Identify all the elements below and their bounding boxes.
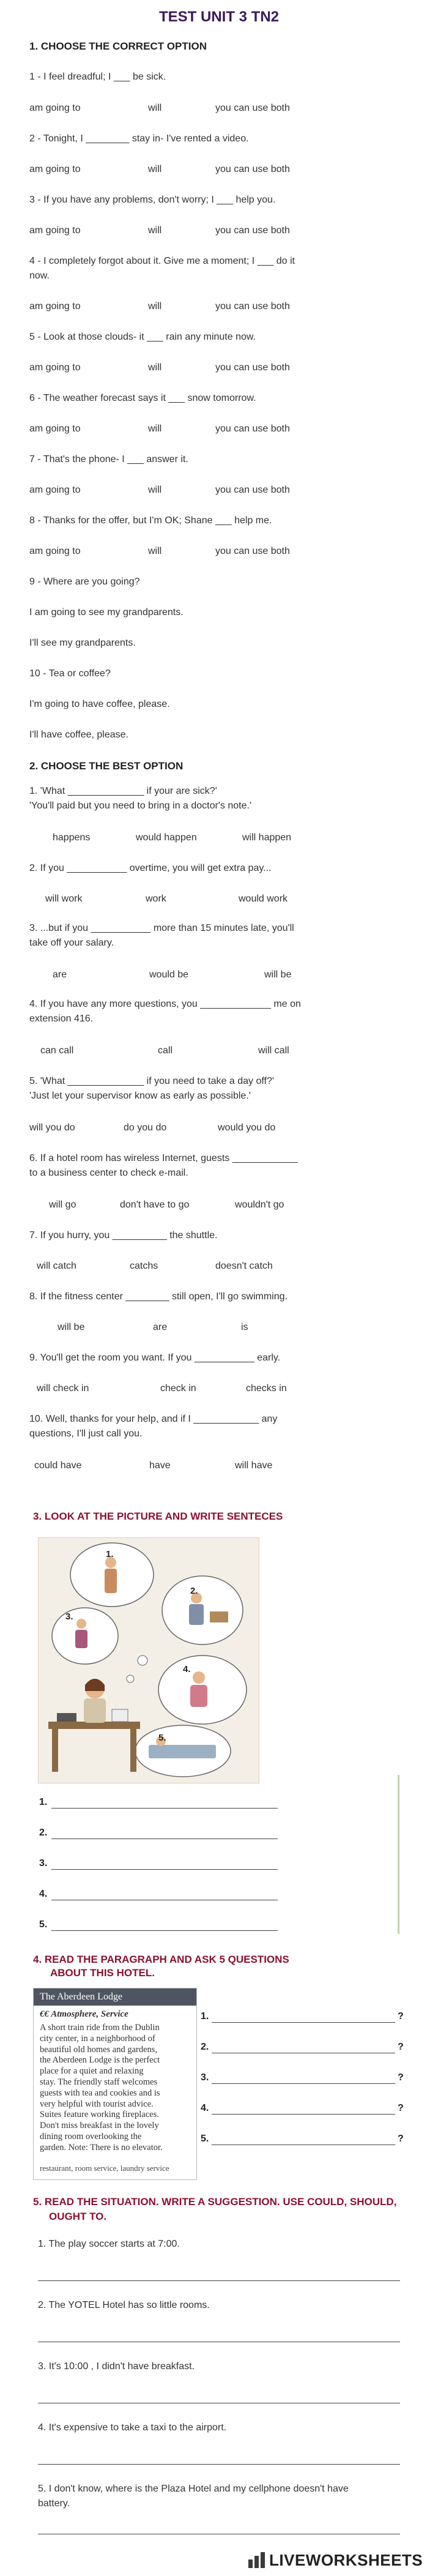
s2-q1-option[interactable]: happens	[53, 832, 91, 843]
s1-option-am-going-to[interactable]: am going to	[29, 424, 81, 434]
s1-option-will[interactable]: will	[148, 301, 162, 312]
s1-option-will[interactable]: will	[148, 225, 162, 236]
s2-q6-option[interactable]: don't have to go	[120, 1200, 190, 1210]
hotel-paragraph-line: garden. Note: There is no elevator.	[40, 2142, 163, 2152]
hotel-paragraph-line: beautiful old homes and gardens,	[40, 2044, 158, 2055]
hotel-description-card	[33, 1988, 197, 2180]
s3-answer-line-1[interactable]	[51, 1808, 278, 1809]
s1-option-both[interactable]: you can use both	[215, 164, 290, 174]
s2-question-4-cont: extension 416.	[29, 1014, 94, 1024]
s2-q3-option[interactable]: would be	[149, 969, 189, 980]
s1-question-1: 1 - I feel dreadful; I ___ be sick.	[29, 72, 166, 82]
s1-option-am-going-to[interactable]: am going to	[29, 362, 81, 373]
s2-q8-option[interactable]: will be	[58, 1322, 85, 1332]
s2-q7-option[interactable]: doesn't catch	[215, 1261, 273, 1271]
s3-line-number-4: 4.	[39, 1889, 48, 1899]
s3-answer-line-5[interactable]	[51, 1930, 278, 1931]
s4-question-number-1: 1.	[201, 2011, 209, 2022]
page-title: TEST UNIT 3 TN2	[158, 9, 280, 25]
section-1-heading: 1. CHOOSE THE CORRECT OPTION	[29, 40, 207, 52]
s2-question-2: 2. If you ___________ overtime, you will get extra pay...	[29, 863, 272, 873]
hotel-paragraph	[40, 2023, 163, 2154]
hotel-paragraph-line: place for a quiet and relaxing	[40, 2066, 144, 2077]
hotel-amenities: restaurant, room service, laundry service	[40, 2163, 169, 2173]
s2-q5-option[interactable]: will you do	[29, 1122, 75, 1133]
s2-question-3: 3. ...but if you ___________ more than 15 minutes late, you'll	[29, 923, 294, 933]
s1-answer-10b[interactable]: I'll have coffee, please.	[29, 730, 128, 740]
s2-question-10: 10. Well, thanks for your help, and if I ____________ any	[29, 1414, 278, 1424]
bubble-label-2: 2.	[190, 1586, 198, 1596]
hotel-name: The Aberdeen Lodge	[34, 1988, 196, 2006]
s2-q8-option[interactable]: is	[241, 1322, 248, 1332]
s2-question-7: 7. If you hurry, you __________ the shuttle.	[29, 1230, 218, 1241]
s5-situation-1: 1. The play soccer starts at 7:00.	[38, 2239, 180, 2249]
s2-q8-option[interactable]: are	[153, 1322, 168, 1332]
s1-option-will[interactable]: will	[148, 362, 162, 373]
s5-answer-line-4[interactable]	[38, 2464, 400, 2465]
s2-question-3-cont: take off your salary.	[29, 938, 114, 948]
s1-question-4-cont: now.	[29, 271, 50, 281]
s1-option-both[interactable]: you can use both	[215, 424, 290, 434]
s2-question-5: 5. 'What ______________ if you need to take a day off?'	[29, 1076, 274, 1086]
s1-option-am-going-to[interactable]: am going to	[29, 103, 81, 113]
question-mark: ?	[398, 2134, 404, 2144]
question-mark: ?	[398, 2042, 404, 2052]
bubble-label-4: 4.	[183, 1664, 191, 1674]
s2-q4-option[interactable]: call	[158, 1045, 173, 1056]
s1-question-3: 3 - If you have any problems, don't worry; I ___ help you.	[29, 195, 276, 205]
s5-situation-5-cont: battery.	[38, 2498, 70, 2509]
liveworksheets-brand[interactable]: LIVEWORKSHEETS	[269, 2551, 423, 2569]
s3-line-number-5: 5.	[39, 1919, 48, 1930]
s2-q1-option[interactable]: would happen	[136, 832, 197, 843]
s2-question-1: 1. 'What ______________ if your are sick?'	[29, 786, 217, 796]
s1-option-am-going-to[interactable]: am going to	[29, 301, 81, 312]
s4-question-number-5: 5.	[201, 2134, 209, 2144]
s2-q10-option[interactable]: have	[149, 1460, 171, 1471]
s2-question-6: 6. If a hotel room has wireless Internet, guests ____________	[29, 1153, 298, 1163]
s2-question-6-cont: to a business center to check e-mail.	[29, 1168, 188, 1178]
hotel-paragraph-line: A short train ride from the Dublin	[40, 2023, 160, 2033]
activities-illustration	[38, 1537, 259, 1783]
s2-question-8: 8. If the fitness center ________ still open, I'll go swimming.	[29, 1291, 288, 1302]
s2-q5-option[interactable]: would you do	[218, 1122, 276, 1133]
s1-option-will[interactable]: will	[148, 546, 162, 556]
section-5-heading: 5. READ THE SITUATION. WRITE A SUGGESTION. USE COULD, SHOULD,	[33, 2196, 397, 2208]
s1-option-both[interactable]: you can use both	[215, 485, 290, 495]
s2-question-5-cont: 'Just let your supervisor know as early as possible.'	[29, 1091, 251, 1101]
s2-q2-option[interactable]: would work	[239, 894, 288, 904]
hotel-paragraph-line: guests with tea and cookies and is	[40, 2088, 160, 2098]
s2-q6-option[interactable]: wouldn't go	[235, 1200, 284, 1210]
s2-q4-option[interactable]: can call	[40, 1045, 74, 1056]
section-2-heading: 2. CHOOSE THE BEST OPTION	[29, 760, 184, 772]
s2-q2-option[interactable]: will work	[45, 894, 83, 904]
s4-question-line-1[interactable]	[212, 2022, 395, 2023]
s2-q3-option[interactable]: are	[53, 969, 67, 980]
s2-question-1-cont: 'You'll paid but you need to bring in a doctor's note.'	[29, 801, 251, 811]
s4-question-number-3: 3.	[201, 2072, 209, 2083]
section-3-heading: 3. LOOK AT THE PICTURE AND WRITE SENTECES	[33, 1510, 283, 1522]
s5-situation-5: 5. I don't know, where is the Plaza Hotel and my cellphone doesn't have	[38, 2484, 349, 2494]
s2-question-10-cont: questions, I'll just call you.	[29, 1428, 143, 1439]
s1-option-both[interactable]: you can use both	[215, 103, 290, 113]
s1-question-4: 4 - I completely forgot about it. Give me a moment; I ___ do it	[29, 256, 295, 266]
s1-question-5: 5 - Look at those clouds- it ___ rain any minute now.	[29, 332, 256, 342]
section-4-heading: 4. READ THE PARAGRAPH AND ASK 5 QUESTIONS	[33, 1954, 289, 1965]
s2-q7-option[interactable]: will catch	[37, 1261, 76, 1271]
s1-option-am-going-to[interactable]: am going to	[29, 225, 81, 236]
s5-answer-line-1[interactable]	[38, 2280, 400, 2281]
s1-option-am-going-to[interactable]: am going to	[29, 164, 81, 174]
bubble-label-3: 3.	[65, 1611, 73, 1622]
s5-situation-2: 2. The YOTEL Hotel has so little rooms.	[38, 2300, 210, 2310]
s1-question-7: 7 - That's the phone- I ___ answer it.	[29, 454, 188, 465]
s1-question-8: 8 - Thanks for the offer, but I'm OK; Shane ___ help me.	[29, 515, 272, 526]
s2-q2-option[interactable]: work	[146, 894, 166, 904]
s1-answer-9a[interactable]: I am going to see my grandparents.	[29, 607, 184, 618]
hotel-rating: €€ Atmosphere, Service	[40, 2009, 128, 2019]
s2-q10-option[interactable]: will have	[235, 1460, 273, 1471]
hotel-paragraph-line: stay. The friendly staff welcomes	[40, 2077, 158, 2087]
s2-q5-option[interactable]: do you do	[124, 1122, 167, 1133]
question-mark: ?	[398, 2072, 404, 2083]
section-4-heading-cont: ABOUT THIS HOTEL.	[50, 1967, 155, 1979]
question-mark: ?	[398, 2011, 404, 2022]
s1-question-2: 2 - Tonight, I ________ stay in- I've rented a video.	[29, 133, 249, 144]
s1-option-will[interactable]: will	[148, 485, 162, 495]
s2-q3-option[interactable]: will be	[264, 969, 292, 980]
s2-question-9: 9. You'll get the room you want. If you ___________ early.	[29, 1353, 281, 1363]
s1-option-am-going-to[interactable]: am going to	[29, 546, 81, 556]
s2-q9-option[interactable]: will check in	[37, 1383, 89, 1394]
s2-q4-option[interactable]: will call	[258, 1045, 289, 1056]
question-mark: ?	[398, 2103, 404, 2113]
s4-question-number-4: 4.	[201, 2103, 209, 2113]
s4-question-line-4[interactable]	[212, 2114, 395, 2115]
s5-situation-3: 3. It's 10:00 , I didn't have breakfast.	[38, 2361, 195, 2372]
s4-question-line-3[interactable]	[212, 2083, 395, 2084]
s4-question-number-2: 2.	[201, 2042, 209, 2052]
hotel-paragraph-line: Suites feature working fireplaces.	[40, 2110, 159, 2120]
s1-option-will[interactable]: will	[148, 424, 162, 434]
s3-answer-line-3[interactable]	[51, 1869, 278, 1870]
hotel-paragraph-line: very helpful with tourist advice.	[40, 2099, 154, 2109]
s1-answer-9b[interactable]: I'll see my grandparents.	[29, 638, 136, 648]
s2-q9-option[interactable]: checks in	[246, 1383, 287, 1394]
s5-situation-4: 4. It's expensive to take a taxi to the airport.	[38, 2422, 227, 2433]
s1-answer-10a[interactable]: I'm going to have coffee, please.	[29, 699, 170, 709]
s2-question-4: 4. If you have any more questions, you _____________ me on	[29, 999, 301, 1009]
s1-option-both[interactable]: you can use both	[215, 546, 290, 556]
s1-option-will[interactable]: will	[148, 103, 162, 113]
hotel-paragraph-line: the Aberdeen Lodge is the perfect	[40, 2055, 160, 2066]
s1-option-both[interactable]: you can use both	[215, 362, 290, 373]
s2-q6-option[interactable]: will go	[49, 1200, 76, 1210]
bubble-label-1: 1.	[106, 1549, 114, 1559]
s1-option-both[interactable]: you can use both	[215, 301, 290, 312]
s2-q7-option[interactable]: catchs	[130, 1261, 158, 1271]
s2-q9-option[interactable]: check in	[160, 1383, 196, 1394]
hotel-paragraph-line: Don't miss breakfast in the lovely	[40, 2121, 159, 2131]
bubble-label-5: 5.	[158, 1733, 166, 1743]
liveworksheets-logo-icon	[247, 2551, 268, 2569]
s3-line-number-2: 2.	[39, 1827, 48, 1838]
s2-q10-option[interactable]: could have	[34, 1460, 82, 1471]
s1-question-9: 9 - Where are you going?	[29, 577, 140, 587]
s1-option-both[interactable]: you can use both	[215, 225, 290, 236]
margin-marker	[398, 1775, 399, 1934]
section-5-heading-cont: OUGHT TO.	[49, 2211, 107, 2222]
s2-q1-option[interactable]: will happen	[242, 832, 292, 843]
s1-question-10: 10 - Tea or coffee?	[29, 668, 111, 679]
s3-line-number-3: 3.	[39, 1858, 48, 1869]
hotel-paragraph-line: dining room overlooking the	[40, 2131, 142, 2141]
s3-line-number-1: 1.	[39, 1797, 48, 1807]
hotel-paragraph-line: city center, in a neighborhood of	[40, 2033, 155, 2044]
s1-option-will[interactable]: will	[148, 164, 162, 174]
s1-option-am-going-to[interactable]: am going to	[29, 485, 81, 495]
s1-question-6: 6 - The weather forecast says it ___ snow tomorrow.	[29, 393, 256, 403]
